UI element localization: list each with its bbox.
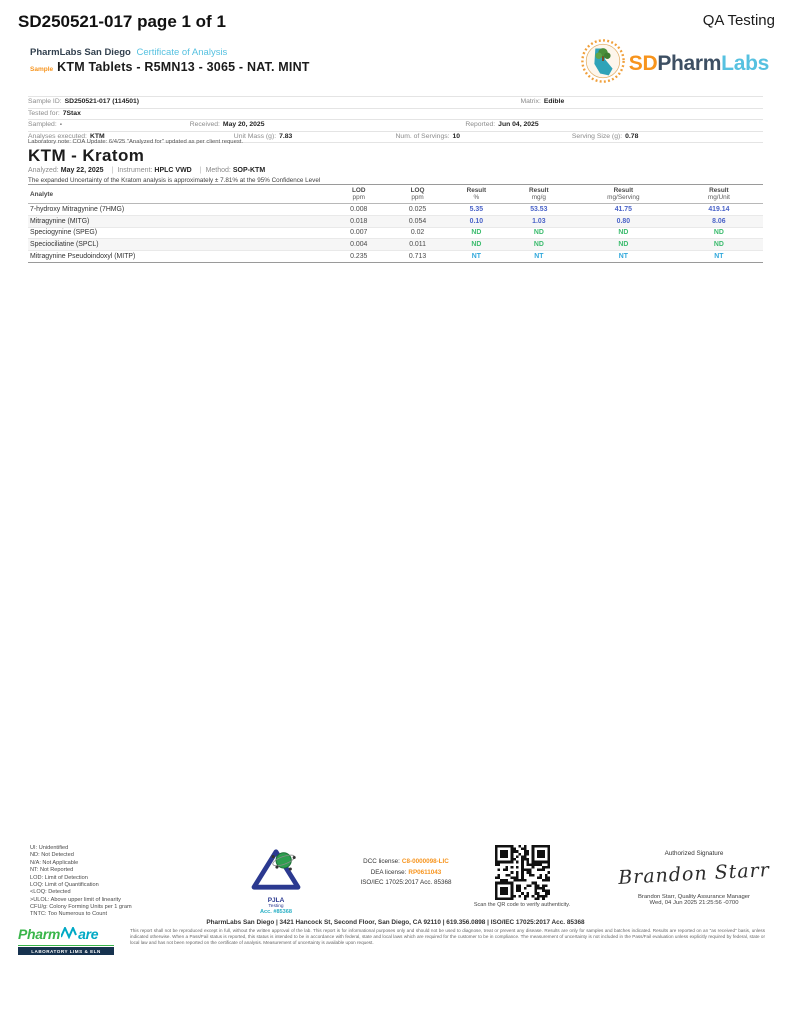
- result-serving: NT: [572, 251, 675, 263]
- instrument-value: HPLC VWD: [154, 167, 192, 174]
- qr-block: [452, 845, 592, 908]
- pharmware-pharm: Pharm: [18, 926, 61, 942]
- result-mgg: ND: [506, 227, 572, 239]
- serving-size-field: [572, 132, 638, 143]
- dea-license-value: RP0611043: [408, 868, 442, 876]
- matrix-label: Matrix:: [520, 98, 541, 105]
- serving-size-label: Serving Size (g):: [571, 132, 623, 140]
- result-pct: ND: [447, 239, 506, 251]
- received-field: [190, 120, 265, 131]
- result-pct: 0.10: [447, 215, 506, 227]
- servings-value: 10: [452, 132, 461, 140]
- signature-heading: Authorized Signature: [664, 850, 724, 857]
- loq-value: 0.054: [388, 215, 447, 227]
- result-serving: ND: [572, 227, 675, 239]
- sdpharmlabs-logo: [580, 38, 769, 89]
- dcc-license-value: C8-0000098-LIC: [401, 858, 449, 865]
- tested-for-value: 7Stax: [62, 109, 81, 117]
- analyte-name: Speciociliatine (SPCL): [28, 239, 329, 251]
- pjla-acc-number: Acc. #85368: [259, 909, 293, 915]
- result-pct: ND: [447, 227, 506, 239]
- col-result-serving: Result mg/Serving: [572, 185, 675, 204]
- dea-license-label: DEA license:: [370, 868, 407, 876]
- info-row-1: [28, 96, 763, 108]
- sample-id-value: SD250521-017 (114501): [64, 98, 140, 105]
- table-row-spcl: [28, 239, 763, 251]
- sampled-label: Sampled:: [28, 121, 57, 128]
- sample-info-table: [28, 96, 763, 143]
- result-pct: NT: [447, 251, 506, 263]
- sampled-field: [28, 120, 62, 131]
- sdpharmlabs-logo-text: [629, 52, 769, 76]
- pjla-sub: Testing: [268, 904, 284, 909]
- result-serving: ND: [572, 239, 675, 251]
- separator: |: [199, 167, 202, 174]
- qr-code: [452, 845, 592, 900]
- sample-label: Sample: [30, 66, 54, 73]
- legend-item: TNTC: Too Numerous to Count: [30, 911, 107, 918]
- legend-item: <LOQ: Detected: [30, 889, 71, 896]
- separator: |: [111, 167, 114, 174]
- result-unit: ND: [675, 239, 763, 251]
- result-mgg: ND: [506, 239, 572, 251]
- received-label: Received:: [189, 121, 220, 128]
- analyzed-value: May 22, 2025: [60, 167, 104, 174]
- signer-name-title: Brandon Starr, Quality Assurance Manager: [638, 894, 750, 900]
- lab-header: [30, 47, 227, 58]
- analyses-value: KTM: [89, 132, 105, 140]
- analyte-name: Mitragynine Pseudoindoxyl (MITP): [28, 251, 329, 263]
- lod-value: 0.007: [329, 227, 388, 239]
- analyte-name: 7-hydroxy Mitragynine (7HMG): [28, 204, 329, 216]
- instrument-label: Instrument:: [117, 167, 153, 174]
- table-row-speg: [28, 227, 763, 239]
- logo-sd: SD: [628, 51, 658, 75]
- sample-name: KTM Tablets - R5MN13 - 3065 - NAT. MINT: [57, 60, 310, 74]
- legend-item: ND: Not Detected: [30, 852, 74, 859]
- reported-label: Reported:: [465, 121, 496, 128]
- sample-header: [30, 60, 310, 74]
- result-unit: 419.14: [675, 204, 763, 216]
- uncertainty-note: The expanded Uncertainty of the Kratom analysis is approximately ± 7.81% at the 95% Confidence Level: [28, 176, 321, 184]
- sample-id-field: [28, 97, 139, 108]
- result-unit: 8.06: [675, 215, 763, 227]
- serving-size-value: 0.78: [625, 132, 639, 140]
- matrix-value: Edible: [543, 98, 565, 105]
- info-row-2: [28, 108, 763, 120]
- col-lod: LOD ppm: [329, 185, 388, 204]
- analyzed-label: Analyzed:: [28, 167, 59, 174]
- results-header-row: [28, 185, 763, 204]
- loq-value: 0.02: [388, 227, 447, 239]
- sample-id-label: Sample ID:: [28, 98, 62, 105]
- qa-testing-label: QA Testing: [702, 12, 775, 29]
- legend-item: LOD: Limit of Detection: [30, 874, 88, 881]
- method-label: Method:: [205, 167, 231, 174]
- result-pct: 5.35: [447, 204, 506, 216]
- logo-pharm: Pharm: [657, 51, 722, 75]
- sdpharmlabs-logo-icon: [580, 38, 626, 89]
- received-value: May 20, 2025: [222, 121, 265, 128]
- legend-item: LOQ: Limit of Quantification: [30, 881, 99, 888]
- pjla-name: PJLA: [267, 897, 285, 904]
- method-value: SOP-KTM: [232, 167, 266, 174]
- result-serving: 0.80: [572, 215, 675, 227]
- footer-address: PharmLabs San Diego | 3421 Hancock St, Second Floor, San Diego, CA 92110 | 619.356.0898 | ISO/IEC 17025:2017 Acc. 85368: [206, 919, 585, 926]
- sampled-value: -: [59, 121, 62, 128]
- col-loq: LOQ ppm: [388, 185, 447, 204]
- analyte-name: Mitragynine (MITG): [28, 215, 329, 227]
- section-title: KTM - Kratom: [28, 146, 145, 165]
- reported-field: [465, 120, 538, 131]
- abbreviation-legend: [30, 845, 132, 919]
- legend-item: >ULOL: Above upper limit of linearity: [30, 896, 121, 903]
- pharmware-logo: [18, 926, 114, 955]
- legend-item: CFU/g: Colony Forming Units per 1 gram: [30, 904, 132, 910]
- tested-for-field: [28, 109, 81, 120]
- footer-disclaimer: This report shall not be reproduced except in full, without the written approval of the lab. This report is for informational purposes only and should not be used to diagnose, treat or prevent any disease. Results are only for samples and batches indicated. Results are reported on an "as received" basis, unless indicated otherwise. When a Pass/Fail status is reported, this status is intended to be in accordance with federal, state and local laws which are required for the customer to be in compliance. The measurement of uncertainty is not included in the Pass/Fail evaluation unless explicitly required by federal, state or local law and has not been reported on the certificate of analysis. Measurement of uncertainty is available upon request.: [130, 928, 765, 945]
- lab-name: PharmLabs San Diego: [30, 47, 131, 58]
- logo-labs: Labs: [721, 51, 769, 75]
- col-result-pct: Result %: [447, 185, 506, 204]
- col-analyte: Analyte: [28, 185, 329, 204]
- analyte-name: Speciogynine (SPEG): [28, 227, 329, 239]
- tested-for-label: Tested for:: [28, 109, 60, 117]
- lod-value: 0.235: [329, 251, 388, 263]
- top-bar: [18, 12, 775, 32]
- analyses-label: Analyses executed:: [28, 132, 87, 140]
- signature-timestamp: Wed, 04 Jun 2025 21:25:56 -0700: [649, 900, 739, 906]
- page-title: SD250521-017 page 1 of 1: [18, 12, 226, 31]
- doc-type: Certificate of Analysis: [136, 47, 228, 58]
- result-mgg: NT: [506, 251, 572, 263]
- iso-accreditation: ISO/IEC 17025:2017 Acc. 85368: [360, 879, 452, 887]
- table-row-7hmg: [28, 204, 763, 216]
- unit-mass-label: Unit Mass (g):: [233, 132, 277, 140]
- col-result-unit: Result mg/Unit: [675, 185, 763, 204]
- col-result-mgg: Result mg/g: [506, 185, 572, 204]
- table-row-mitp: [28, 251, 763, 263]
- analysis-meta: [28, 167, 269, 174]
- results-table: [28, 184, 763, 263]
- matrix-field: [520, 97, 564, 108]
- pjla-logo-icon: [247, 878, 305, 895]
- result-unit: ND: [675, 227, 763, 239]
- loq-value: 0.011: [388, 239, 447, 251]
- unit-mass-value: 7.83: [279, 132, 293, 140]
- result-unit: NT: [675, 251, 763, 263]
- laboratory-note: Laboratory note: COA Update: 6/4/25 "Analyzed for" updated as per client request.: [28, 139, 244, 145]
- qr-caption: Scan the QR code to verify authenticity.: [473, 902, 571, 908]
- legend-item: UI: Unidentified: [30, 845, 69, 851]
- signature-block: [618, 850, 770, 906]
- result-mgg: 53.53: [506, 204, 572, 216]
- reported-value: Jun 04, 2025: [498, 121, 539, 128]
- lod-value: 0.004: [329, 239, 388, 251]
- table-row-mitg: [28, 215, 763, 227]
- dcc-license-label: DCC license:: [363, 858, 400, 865]
- heartbeat-zigzag-icon: [61, 926, 77, 944]
- loq-value: 0.025: [388, 204, 447, 216]
- result-serving: 41.75: [572, 204, 675, 216]
- lod-value: 0.008: [329, 204, 388, 216]
- legend-item: NT: Not Reported: [30, 867, 74, 874]
- pharmware-wordmark: [18, 926, 114, 946]
- loq-value: 0.713: [388, 251, 447, 263]
- result-mgg: 1.03: [506, 215, 572, 227]
- info-row-3: [28, 119, 763, 131]
- servings-field: [396, 132, 461, 143]
- signature-script: Brandon Starr: [617, 859, 771, 889]
- legend-item: N/A: Not Applicable: [30, 859, 79, 866]
- lod-value: 0.018: [329, 215, 388, 227]
- servings-label: Num. of Servings:: [395, 132, 450, 140]
- pjla-accreditation: [238, 847, 314, 915]
- pharmware-tagline: LABORATORY LIMS & ELN: [18, 947, 114, 955]
- pharmware-ware: are: [78, 926, 99, 942]
